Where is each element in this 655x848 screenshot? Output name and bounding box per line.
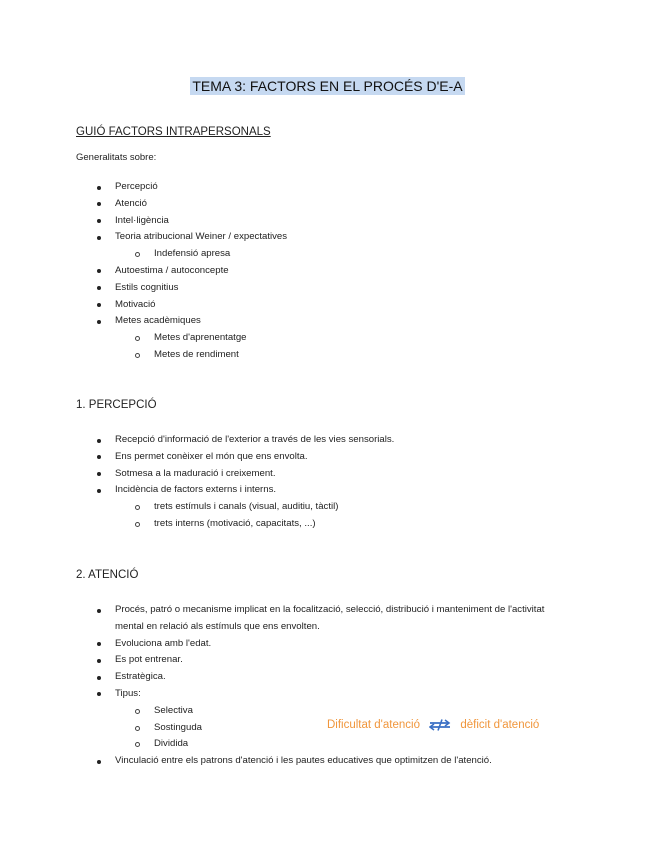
list-item: Es pot entrenar.: [76, 652, 566, 669]
list-subitem: trets estímuls i canals (visual, auditiu, tàctil): [76, 499, 566, 516]
not-equal-arrows-icon: [429, 719, 451, 731]
list-item: Percepció: [76, 179, 566, 196]
note-right-text: dèficit d'atenció: [460, 719, 540, 732]
percepcio-heading: 1. PERCEPCIÓ: [76, 399, 157, 411]
list-subitem: trets interns (motivació, capacitats, ...): [76, 516, 566, 533]
list-item: Teoria atribucional Weiner / expectatives: [76, 229, 566, 246]
list-subitem: Metes d'aprenentatge: [76, 330, 566, 347]
list-item: Sotmesa a la maduració i creixement.: [76, 466, 566, 483]
guio-list: [76, 179, 566, 364]
list-item: Vinculació entre els patrons d'atenció i les pautes educatives que optimitzen de l'atenció.: [76, 753, 566, 770]
list-item: Recepció d'informació de l'exterior a través de les vies sensorials.: [76, 432, 566, 449]
list-item: Autoestima / autoconcepte: [76, 263, 566, 280]
list-item: Estils cognitius: [76, 280, 566, 297]
attention-note: [327, 719, 539, 731]
list-item: Estratègica.: [76, 669, 566, 686]
guio-heading: GUIÓ FACTORS INTRAPERSONALS: [76, 126, 271, 138]
list-item: Ens permet conèixer el món que ens envolta.: [76, 449, 566, 466]
list-subitem: Selectiva: [76, 703, 566, 720]
percepcio-list: [76, 432, 566, 533]
page-title-text: TEMA 3: FACTORS EN EL PROCÉS D'E-A: [192, 78, 463, 94]
list-subitem: Indefensió apresa: [76, 246, 566, 263]
guio-intro: Generalitats sobre:: [76, 152, 157, 163]
list-subitem: Dividida: [76, 736, 566, 753]
list-item: Incidència de factors externs i interns.: [76, 482, 566, 499]
atencio-list: [76, 602, 566, 770]
page-title: [0, 76, 655, 96]
list-item: Metes acadèmiques: [76, 313, 566, 330]
list-item: Evoluciona amb l'edat.: [76, 636, 566, 653]
list-item: Intel·ligència: [76, 213, 566, 230]
list-subitem: Sostinguda: [76, 720, 566, 737]
list-subitem: Metes de rendiment: [76, 347, 566, 364]
list-item: Motivació: [76, 297, 566, 314]
note-left-text: Dificultat d'atenció: [327, 719, 420, 732]
list-item: Atenció: [76, 196, 566, 213]
atencio-heading: 2. ATENCIÓ: [76, 569, 139, 581]
list-item: Procés, patró o mecanisme implicat en la focalització, selecció, distribució i manteniment de l'activitat mental en relació als estímuls que ens envolten.: [76, 602, 566, 636]
list-item: Tipus:: [76, 686, 566, 703]
